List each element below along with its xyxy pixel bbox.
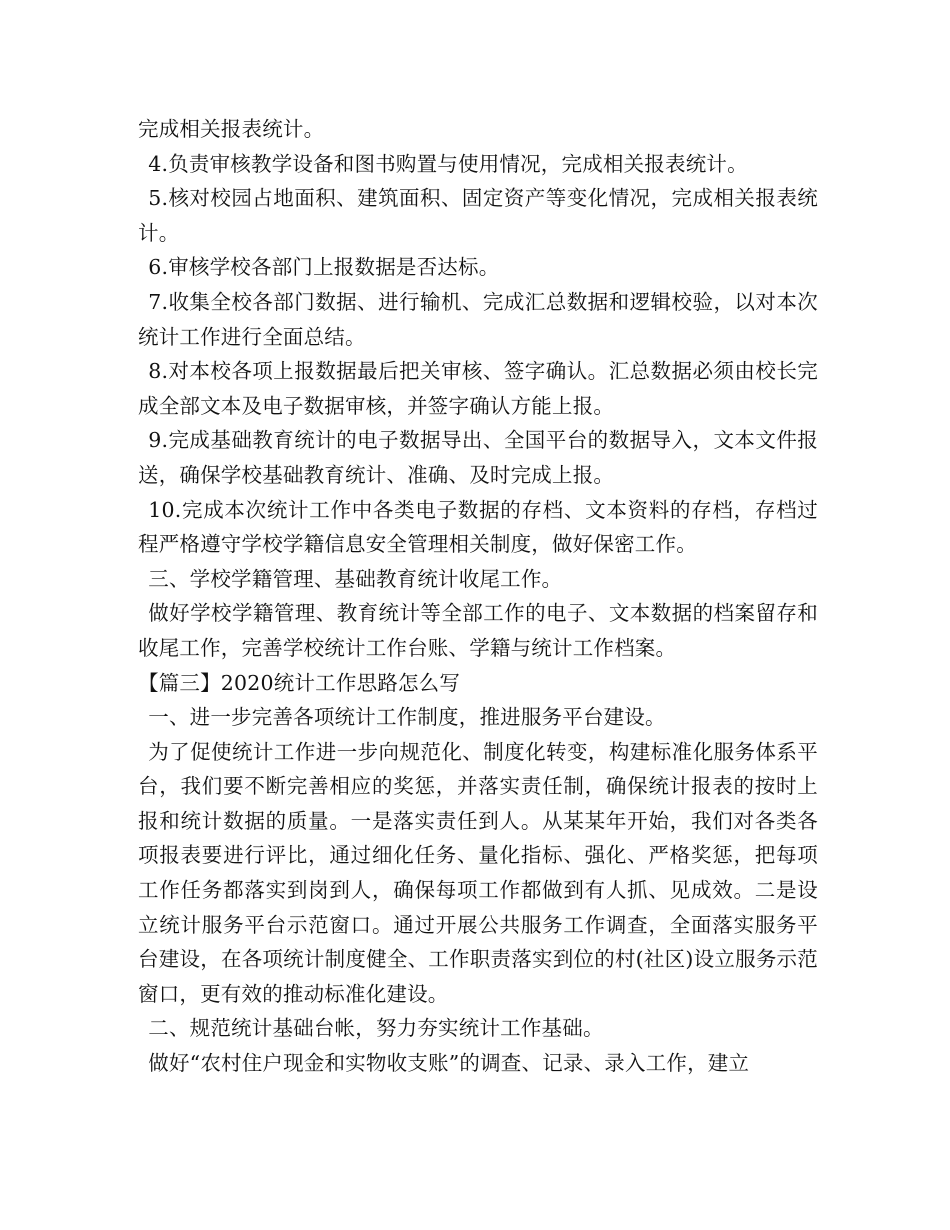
paragraph-9: 做好学校学籍管理、教育统计等全部工作的电子、文本数据的档案留存和收尾工作，完善学校统计工作台账、学籍与统计工作档案。 — [138, 601, 818, 660]
paragraph-5: 7.收集全校各部门数据、进行输机、完成汇总数据和逻辑校验，以对本次统计工作进行全面总结。 — [138, 289, 818, 349]
section-heading-2: 二、规范统计基础台帐，努力夯实统计工作基础。 — [148, 1016, 604, 1041]
paragraph-8: 10.完成本次统计工作中各类电子数据的存档、文本资料的存档，存档过程严格遵守学校学籍信息安全管理相关制度，做好保密工作。 — [138, 497, 818, 557]
paragraph-7: 9.完成基础教育统计的电子数据导出、全国平台的数据导入，文本文件报送，确保学校基础教育统计、准确、及时完成上报。 — [138, 428, 818, 487]
paragraph-10: 为了促使统计工作进一步向规范化、制度化转变，构建标准化服务体系平台，我们要不断完善相应的奖惩，并落实责任制，确保统计报表的按时上报和统计数据的质量。一是落实责任到人。从某某年开始，我们对各类各项报表要进行评比，通过细化任务、量化指标、强化、严格奖惩，把每项工作任务都落实到岗到人，确保每项工作都做到有人抓、见成效。二是设立统计服务平台示范窗口。通过开展公共服务工作调查，全面落实服务平台建设，在各项统计制度健全、工作职责落实到位的村(社区)设立服务示范窗口，更有效的推动标准化建设。 — [138, 739, 818, 1006]
paragraph-11: 做好“农村住户现金和实物收支账”的调查、记录、录入工作，建立 — [148, 1051, 750, 1076]
document-body — [138, 112, 818, 1081]
paragraph-2: 4.负责审核教学设备和图书购置与使用情况，完成相关报表统计。 — [148, 151, 748, 176]
paragraph-1: 完成相关报表统计。 — [138, 117, 325, 141]
paragraph-4: 6.审核学校各部门上报数据是否达标。 — [148, 255, 500, 280]
paragraph-6: 8.对本校各项上报数据最后把关审核、签字确认。汇总数据必须由校长完成全部文本及电子数据审核，并签字确认方能上报。 — [138, 359, 818, 418]
paragraph-3: 5.核对校园占地面积、建筑面积、固定资产等变化情况，完成相关报表统计。 — [138, 186, 818, 245]
section-heading-3: 三、学校学籍管理、基础教育统计收尾工作。 — [148, 566, 563, 591]
chapter-title: 【篇三】2020统计工作思路怎么写 — [138, 670, 461, 695]
section-heading-1: 一、进一步完善各项统计工作制度，推进服务平台建设。 — [148, 705, 666, 730]
